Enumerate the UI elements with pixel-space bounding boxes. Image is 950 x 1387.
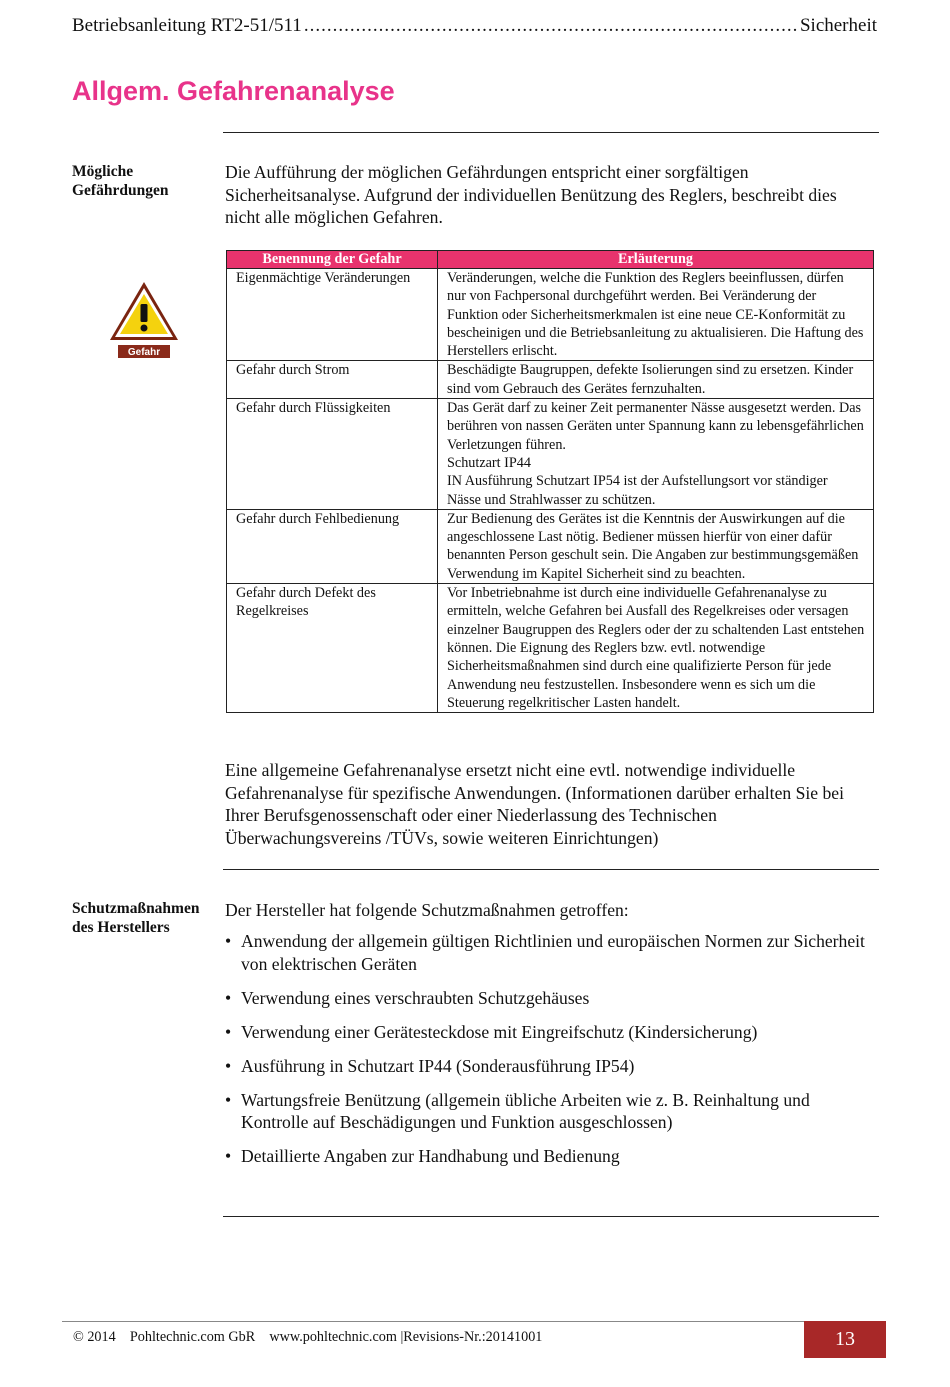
list-item-text: Verwendung einer Gerätesteckdose mit Eingreifschutz (Kindersicherung)	[241, 1021, 758, 1042]
hazard-explanation: Zur Bedienung des Gerätes ist die Kenntnis der Auswirkungen auf die angeschlossene Last nötig. Bediener müssen hierfür von einer dafür benannten Person geschult sein. Die Angaben zur bestimmungsgemäßen Verwendung im Kapitel Sicherheit sind zu beachten.	[438, 509, 874, 583]
list-item-text: Ausführung in Schutzart IP44 (Sonderausführung IP54)	[241, 1055, 635, 1076]
bullet-icon: •	[225, 1021, 232, 1042]
header-chapter-title: Sicherheit	[799, 15, 877, 36]
section-label-measures: Schutzmaßnahmen des Herstellers	[72, 900, 200, 936]
list-item	[225, 987, 865, 1010]
page-title: Allgem. Gefahrenanalyse	[72, 76, 395, 106]
bullet-icon: •	[225, 1089, 232, 1110]
warning-label: Gefahr	[127, 347, 161, 358]
warning-triangle-icon	[108, 280, 180, 360]
list-item	[225, 930, 865, 975]
bullet-icon: •	[225, 987, 232, 1008]
list-item	[225, 1145, 865, 1168]
section-divider	[223, 869, 879, 870]
hazard-explanation: Veränderungen, welche die Funktion des Reglers beeinflussen, dürfen nur von Fachpersonal durchgeführt werden. Bei Veränderung der Funktion oder Sicherheitsmerkmalen ist eine neue CE-Konformität zu bescheinigen und die Betriebsanleitung zu aktualisieren. Die Haftung des Herstellers erlischt.	[438, 269, 874, 361]
hazard-explanation: Vor Inbetriebnahme ist durch eine individuelle Gefahrenanalyse zu ermitteln, welche Gefahren bei Ausfall des Regelkreises oder versagen einzelner Baugruppen des Reglers oder der zu schaltenden Last entstehen können. Die Eignung des Reglers bzw. evtl. notwendige Sicherheitsmaßnahmen sind durch eine qualifizierte Person für jede Anwendung neu festzustellen. Insbesondere wenn es sich um die Steuerung regelkritischer Lasten handelt.	[438, 584, 874, 713]
table-row	[227, 361, 874, 399]
list-item	[225, 1055, 865, 1078]
footer-copyright: © 2014 Pohltechnic.com GbR www.pohltechnic.com |Revisions-Nr.:20141001	[73, 1329, 543, 1345]
list-item-text: Verwendung eines verschraubten Schutzgehäuses	[241, 987, 590, 1008]
list-item-text: Wartungsfreie Benützung (allgemein übliche Arbeiten wie z. B. Reinhaltung und Kontrolle auf Beschädigungen und Funktion ausgeschlossen)	[241, 1089, 810, 1132]
hazard-explanation-text: Das Gerät darf zu keiner Zeit permanenter Nässe ausgesetzt werden. Das berühren von nassen Geräten unter Spannung kann zu lebensgefährlichen Verletzungen führen.	[447, 400, 864, 453]
hazard-explanation	[438, 399, 874, 510]
footer-rule	[62, 1321, 804, 1322]
hazard-explanation: Beschädigte Baugruppen, defekte Isolierungen sind zu ersetzen. Kinder sind vom Gebrauch des Gerätes fernzuhalten.	[438, 361, 874, 399]
bullet-icon: •	[225, 1146, 232, 1166]
header-dot-leader	[304, 15, 798, 37]
section-divider	[223, 132, 879, 133]
list-item-text: Detaillierte Angaben zur Handhabung und Bedienung	[241, 1146, 620, 1166]
column-header-explanation: Erläuterung	[438, 251, 874, 269]
section-intro-measures: Der Hersteller hat folgende Schutzmaßnahmen getroffen:	[225, 900, 629, 920]
bullet-icon: •	[225, 1055, 232, 1076]
hazard-name: Eigenmächtige Veränderungen	[227, 269, 438, 361]
hazard-name: Gefahr durch Strom	[227, 361, 438, 399]
table-row	[227, 509, 874, 583]
section-intro-hazards: Die Aufführung der möglichen Gefährdungen entspricht einer sorgfältigen Sicherheitsanalyse. Aufgrund der individuellen Benützung des Reglers, beschreibt dies nicht alle möglichen Gefahren.	[225, 162, 837, 227]
table-row	[227, 399, 874, 510]
table-row	[227, 584, 874, 713]
table-row	[227, 269, 874, 361]
section-divider	[223, 1216, 879, 1217]
section-label-hazards: Mögliche Gefährdungen	[72, 163, 169, 199]
hazard-name: Gefahr durch Fehlbedienung	[227, 509, 438, 583]
hazard-explanation-ip54-note: IN Ausführung Schutzart IP54 ist der Aufstellungsort vor ständiger Nässe und Strahlwasser zu schützen.	[447, 473, 828, 508]
bullet-icon: •	[225, 931, 232, 951]
table-header-row	[227, 251, 874, 269]
header-document-title: Betriebsanleitung RT2-51/511	[72, 15, 302, 36]
column-header-hazard: Benennung der Gefahr	[227, 251, 438, 269]
page-number-badge: 13	[804, 1321, 886, 1358]
hazard-name: Gefahr durch Defekt des Regelkreises	[227, 584, 438, 713]
list-item-text: Anwendung der allgemein gültigen Richtlinien und europäischen Normen zur Sicherheit von elektrischen Geräten	[241, 931, 865, 974]
list-item	[225, 1089, 865, 1134]
list-item	[225, 1021, 865, 1044]
hazard-table	[226, 250, 874, 713]
hazard-explanation-protection-class: Schutzart IP44	[447, 454, 531, 471]
running-header	[72, 15, 877, 41]
general-analysis-note: Eine allgemeine Gefahrenanalyse ersetzt nicht eine evtl. notwendige individuelle Gefahrenanalyse für spezifische Anwendungen. (Informationen darüber erhalten Sie bei Ihrer Berufsgenossenschaft oder einer Niederlassung des Technischen Überwachungsvereins /TÜVs, sowie weiteren Einrichtungen)	[225, 760, 844, 848]
protective-measures-list	[225, 930, 865, 1179]
hazard-name: Gefahr durch Flüssigkeiten	[227, 399, 438, 510]
